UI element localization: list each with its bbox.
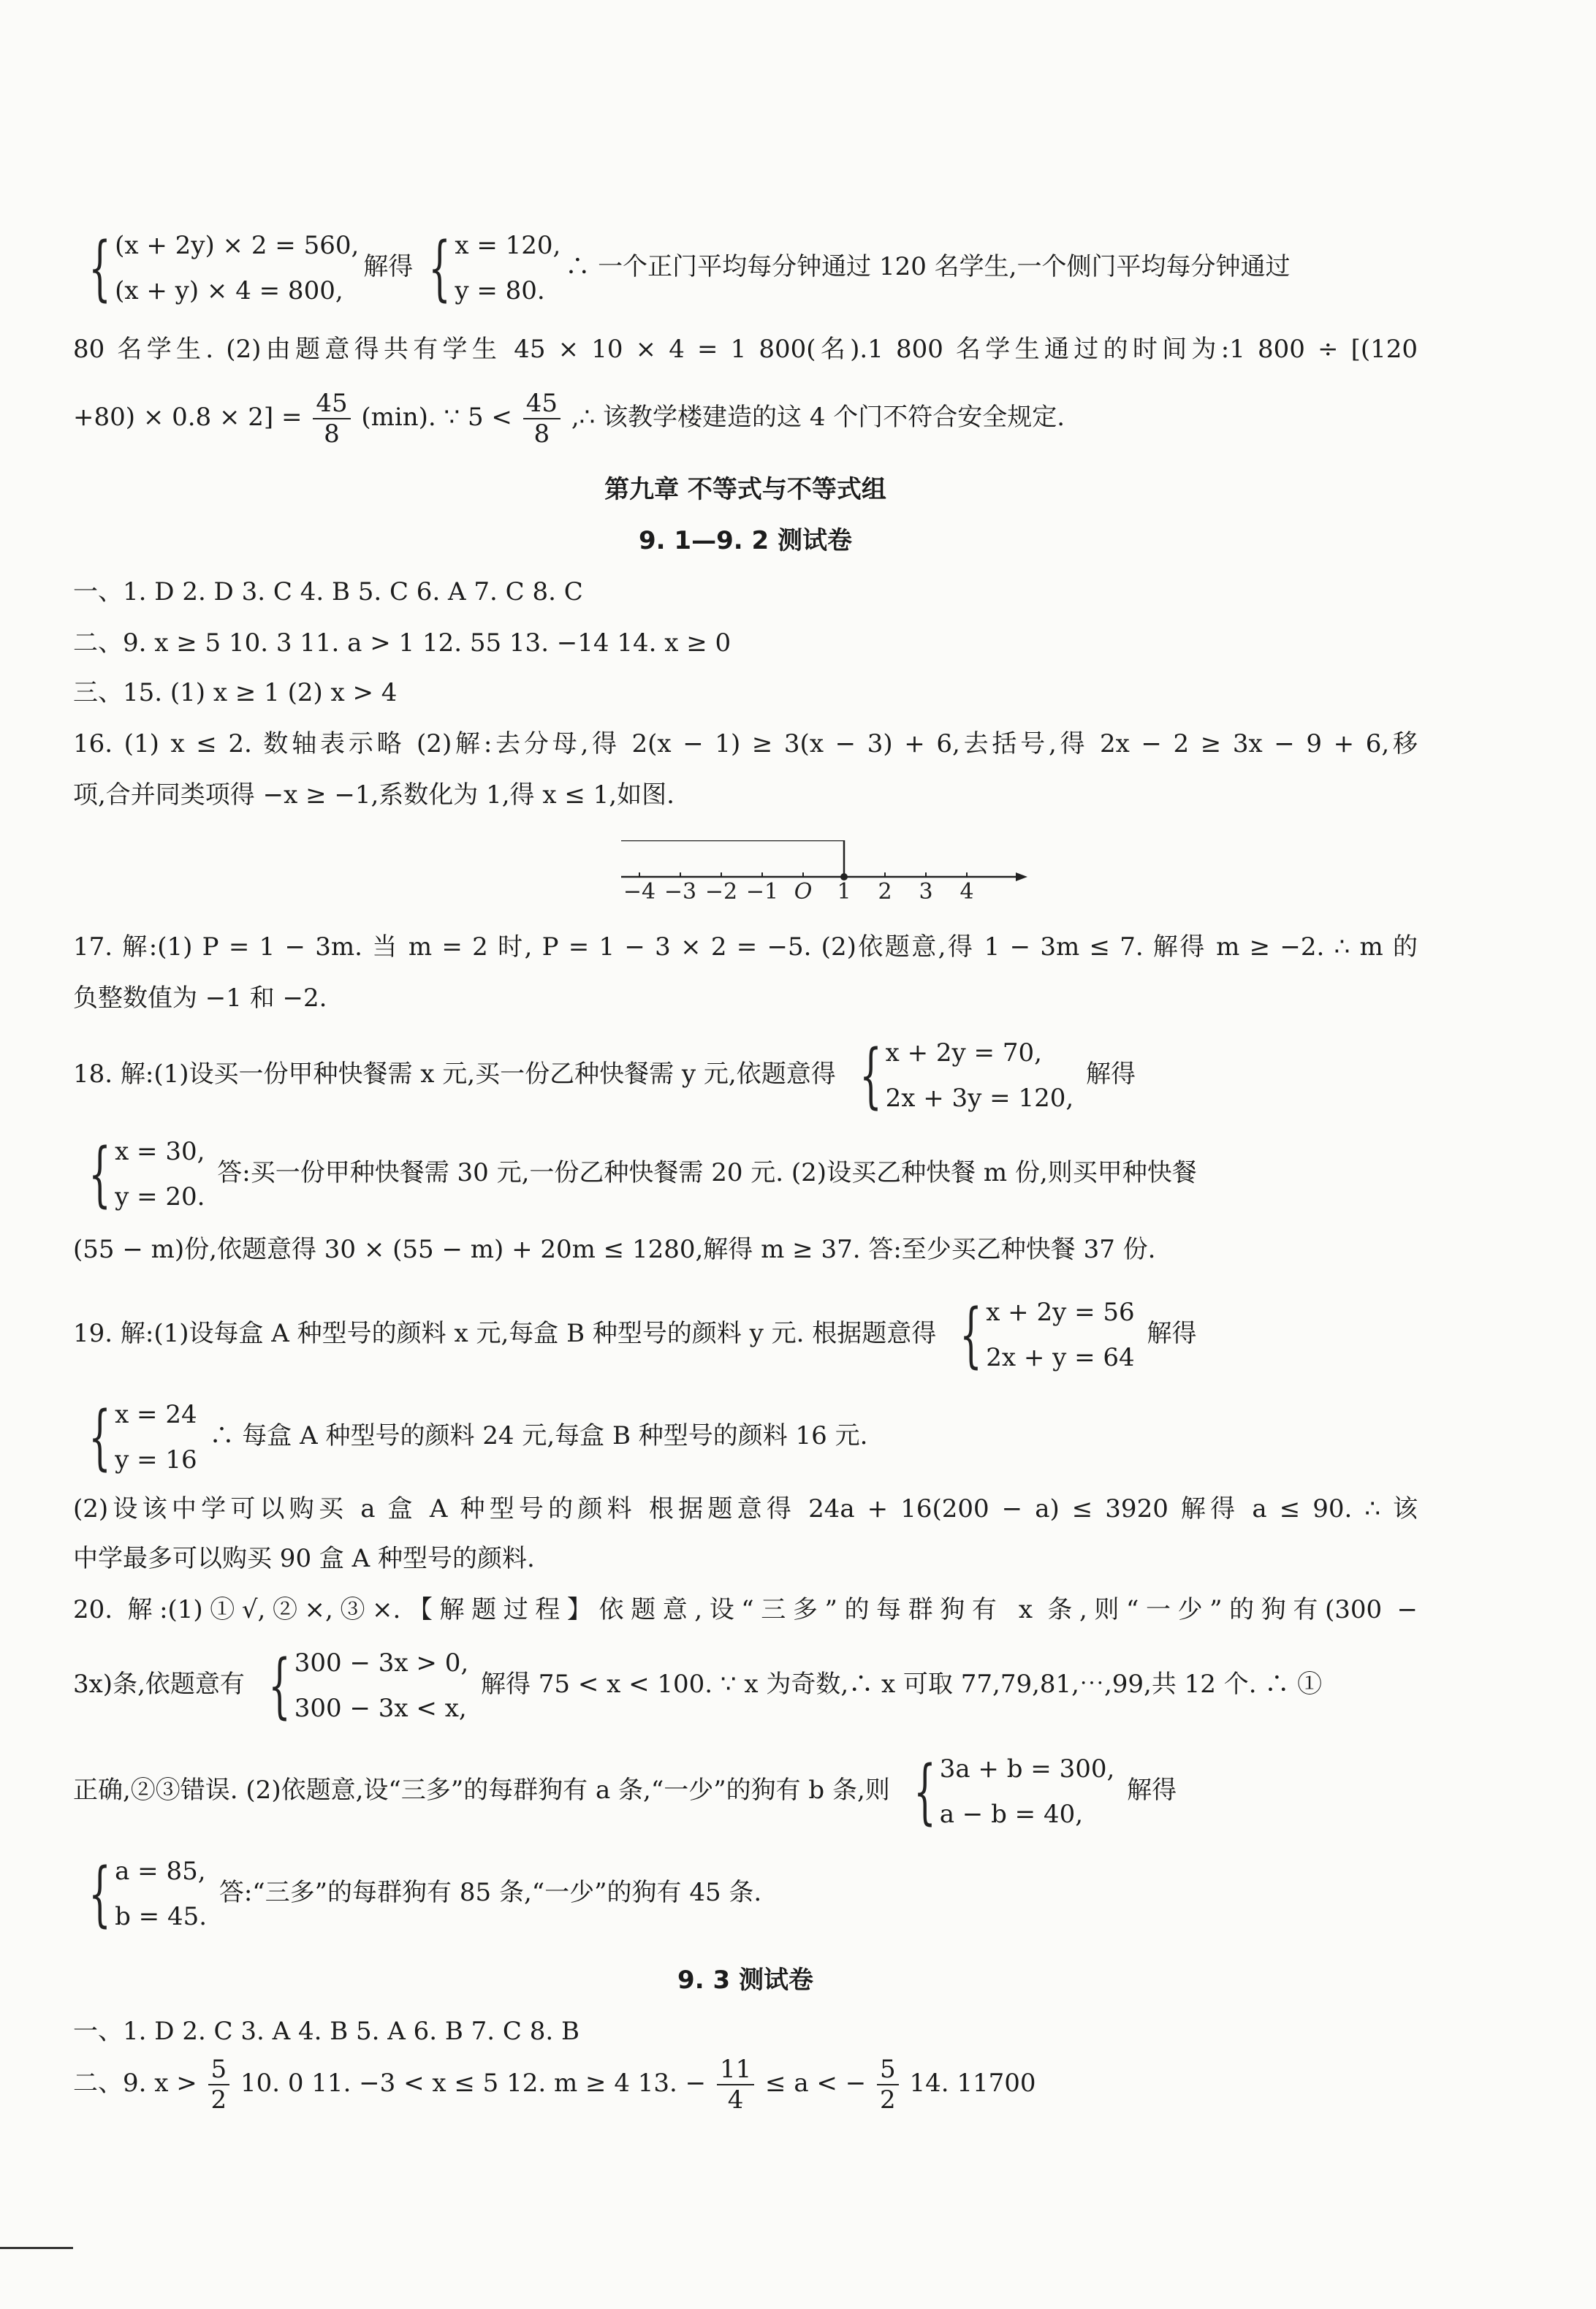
- text: 10. 0 11. −3 < x ≤ 5 12. m ≥ 4 13. −: [240, 2069, 707, 2098]
- answer-page: [73, 0, 1418, 2309]
- fraction: [717, 2055, 754, 2115]
- answer-line: [73, 2055, 1036, 2115]
- fraction: [313, 389, 350, 449]
- answer-line: [73, 1129, 1197, 1220]
- text: +80) × 0.8 × 2] =: [73, 403, 303, 432]
- fraction: [523, 389, 560, 449]
- text: (min). ∵ 5 <: [361, 403, 512, 432]
- answer-line: [73, 1030, 1136, 1121]
- eq-row: a = 85,: [115, 1857, 206, 1886]
- text: ∴ 每盒 A 种型号的颜料 24 元,每盒 B 种型号的颜料 16 元.: [209, 1421, 868, 1450]
- section-title: 9. 3 测试卷: [677, 1966, 813, 1995]
- answer-line: (55 − m)份,依题意得 30 × (55 − m) + 20m ≤ 1280,解得 m ≥ 37. 答:至少买乙种快餐 37 份.: [73, 1235, 1156, 1264]
- eq-row: 2x + 3y = 120,: [885, 1084, 1074, 1113]
- answer-line: 中学最多可以购买 90 盒 A 种型号的颜料.: [73, 1544, 535, 1573]
- eq-row: a − b = 40,: [939, 1800, 1084, 1829]
- numerator: 45: [313, 389, 350, 419]
- text: ≤ a < −: [765, 2069, 867, 2098]
- denominator: 2: [880, 2085, 896, 2115]
- text: 解得: [1127, 1776, 1177, 1805]
- text: 答:“三多”的每群狗有 85 条,“一少”的狗有 45 条.: [218, 1878, 762, 1907]
- answer-line: [73, 1392, 867, 1483]
- answer-line: [73, 1290, 1197, 1380]
- denominator: 8: [324, 419, 340, 449]
- answer-line: 一、1. D 2. C 3. A 4. B 5. A 6. B 7. C 8. B: [73, 2017, 580, 2046]
- eq-row: x + 2y = 56: [986, 1298, 1135, 1327]
- eq-row: y = 80.: [455, 276, 545, 305]
- text: 14. 11700: [909, 2069, 1036, 2098]
- margin-rule: [0, 2247, 73, 2249]
- answer-line: 20. 解:(1)①√,②×,③×.【解题过程】依题意,设“三多”的每群狗有 x 条,则“一少”的狗有(300 −: [73, 1595, 1418, 1624]
- line-3: [73, 389, 1065, 449]
- equation-system: { x + 2y = 56 2x + y = 64: [949, 1290, 1135, 1380]
- text: 答:买一份甲种快餐需 30 元,一份乙种快餐需 20 元. (2)设买乙种快餐 m 份,则买甲种快餐: [217, 1158, 1197, 1187]
- text: 18. 解:(1)设买一份甲种快餐需 x 元,买一份乙种快餐需 y 元,依题意得: [73, 1060, 836, 1089]
- equation-system: { x + 2y = 70, 2x + 3y = 120,: [848, 1030, 1074, 1121]
- equation-system: { (x + 2y) × 2 = 560, (x + y) × 4 = 800,: [77, 223, 359, 313]
- fraction: [877, 2055, 899, 2115]
- tick-label: 4: [960, 879, 974, 905]
- tick-label: 3: [919, 879, 933, 905]
- text: 二、9. x >: [73, 2069, 197, 2098]
- text: ,∴ 该教学楼建造的这 4 个门不符合安全规定.: [571, 403, 1065, 432]
- tick-label: 2: [878, 879, 892, 905]
- eq-row: x = 120,: [455, 231, 561, 260]
- eq-row: 300 − 3x < x,: [294, 1694, 467, 1723]
- line-1: [73, 223, 1290, 313]
- solution-range: [621, 840, 844, 877]
- tick-label: −2: [704, 879, 738, 905]
- denominator: 4: [727, 2085, 744, 2115]
- answer-line: 负整数值为 −1 和 −2.: [73, 984, 327, 1013]
- answer-line: 二、9. x ≥ 5 10. 3 11. a > 1 12. 55 13. −14 14. x ≥ 0: [73, 628, 732, 658]
- numerator: 45: [523, 389, 560, 419]
- numerator: 5: [208, 2055, 230, 2085]
- chapter-title: 第九章 不等式与不等式组: [604, 475, 886, 504]
- answer-line: [73, 1640, 1322, 1731]
- numerator: 5: [877, 2055, 899, 2085]
- eq-row: y = 20.: [115, 1182, 205, 1211]
- eq-row: (x + 2y) × 2 = 560,: [115, 231, 360, 260]
- eq-row: y = 16: [115, 1445, 197, 1475]
- fraction: [208, 2055, 230, 2115]
- text: 正确,②③错误. (2)依题意,设“三多”的每群狗有 a 条,“一少”的狗有 b 条,则: [73, 1776, 890, 1805]
- eq-row: 3a + b = 300,: [939, 1754, 1115, 1784]
- section-title: 9. 1—9. 2 测试卷: [639, 526, 852, 555]
- numerator: 11: [717, 2055, 754, 2085]
- tick-label: −1: [745, 879, 779, 905]
- eq-row: 300 − 3x > 0,: [294, 1648, 469, 1678]
- answer-line: 三、15. (1) x ≥ 1 (2) x > 4: [73, 678, 398, 707]
- equation-system: { 3a + b = 300, a − b = 40,: [902, 1746, 1115, 1837]
- answer-line: [73, 1849, 761, 1939]
- text: 解得 75 < x < 100. ∵ x 为奇数,∴ x 可取 77,79,81,⋯,99,共 12 个. ∴ ①: [480, 1670, 1323, 1699]
- denominator: 2: [210, 2085, 227, 2115]
- answer-line: (2)设该中学可以购买 a 盒 A 种型号的颜料 根据题意得 24a + 16(200 − a) ≤ 3920 解得 a ≤ 90. ∴ 该: [73, 1494, 1418, 1524]
- tick-label: −4: [623, 879, 656, 905]
- eq-row: x + 2y = 70,: [885, 1038, 1042, 1068]
- answer-line: 一、1. D 2. D 3. C 4. B 5. C 6. A 7. C 8. C: [73, 577, 583, 606]
- text: ∴ 一个正门平均每分钟通过 120 名学生,一个侧门平均每分钟通过: [565, 252, 1291, 281]
- eq-row: (x + y) × 4 = 800,: [115, 276, 343, 305]
- tick-label: 1: [837, 879, 851, 905]
- answer-line: [73, 1746, 1177, 1837]
- text: 解得: [1147, 1319, 1197, 1348]
- eq-row: x = 24: [115, 1400, 197, 1429]
- eq-row: 2x + y = 64: [986, 1343, 1135, 1372]
- tick-labels: [618, 877, 1041, 913]
- text: 19. 解:(1)设每盒 A 种型号的颜料 x 元,每盒 B 种型号的颜料 y 元. 根据题意得: [73, 1319, 937, 1348]
- text: 3x)条,依题意有: [73, 1670, 245, 1699]
- tick-label: O: [794, 879, 813, 905]
- equation-system: { a = 85, b = 45.: [77, 1849, 207, 1939]
- equation-system: { x = 30, y = 20.: [77, 1129, 205, 1220]
- text: 解得: [1086, 1060, 1136, 1089]
- eq-row: b = 45.: [115, 1902, 208, 1931]
- eq-row: x = 30,: [115, 1137, 205, 1166]
- answer-line: 17. 解:(1) P = 1 − 3m. 当 m = 2 时, P = 1 − 3 × 2 = −5. (2)依题意,得 1 − 3m ≤ 7. 解得 m ≥ −2. ∴ m 的: [73, 932, 1418, 962]
- tick-label: −3: [664, 879, 697, 905]
- text: 解得: [363, 252, 414, 281]
- equation-system: { x = 24 y = 16: [77, 1392, 197, 1483]
- answer-line: 16. (1) x ≤ 2. 数轴表示略 (2)解:去分母,得 2(x − 1) ≥ 3(x − 3) + 6,去括号,得 2x − 2 ≥ 3x − 9 + 6,移: [73, 729, 1418, 758]
- equation-system: { x = 120, y = 80.: [417, 223, 560, 313]
- answer-line: 项,合并同类项得 −x ≥ −1,系数化为 1,得 x ≤ 1,如图.: [73, 780, 674, 810]
- line-2: 80 名学生. (2)由题意得共有学生 45 × 10 × 4 = 1 800(名).1 800 名学生通过的时间为:1 800 ÷ [(120: [73, 335, 1418, 364]
- equation-system: { 300 − 3x > 0, 300 − 3x < x,: [257, 1640, 468, 1731]
- denominator: 8: [533, 419, 550, 449]
